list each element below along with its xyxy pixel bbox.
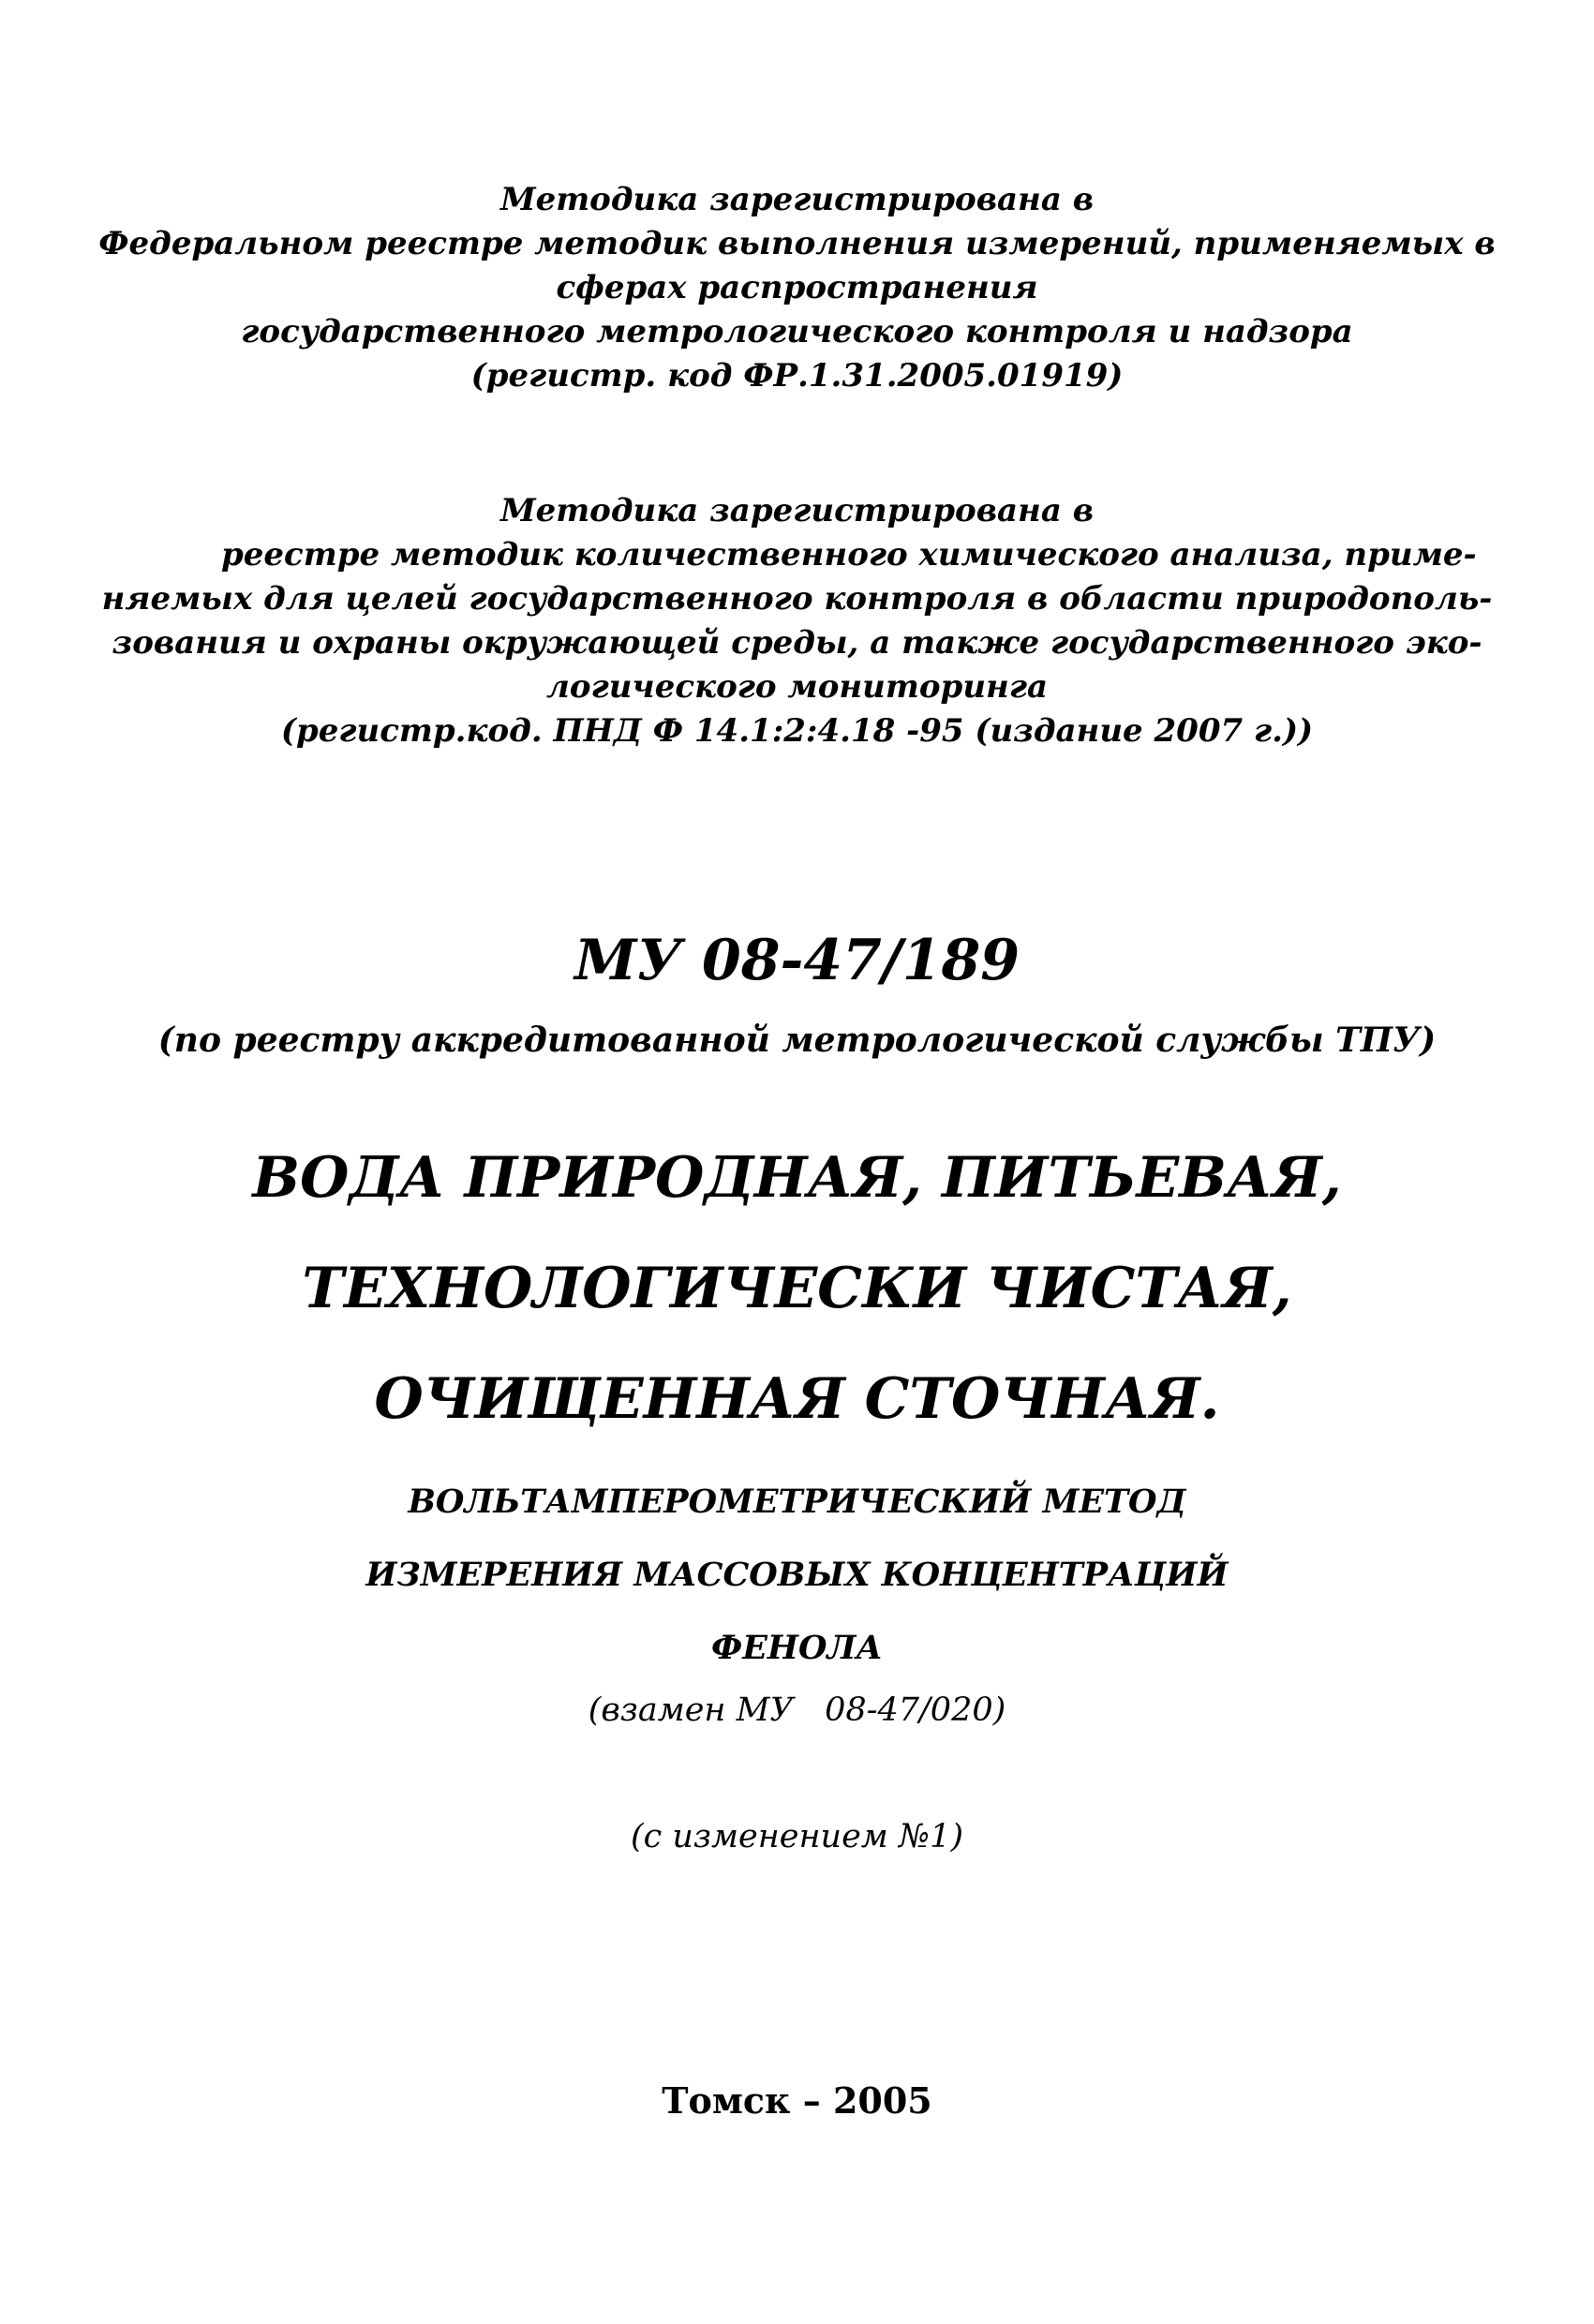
registration-federal-line: государственного метрологического контроля и надзора — [241, 313, 1353, 350]
registration-federal-code: (регистр. код ФР.1.31.2005.01919) — [470, 357, 1124, 395]
document-subtitle — [0, 1466, 1594, 1685]
replaces-note: (взамен МУ 08-47/020) — [588, 1691, 1006, 1729]
document-title-line: ОЧИЩЕННАЯ СТОЧНАЯ. — [374, 1366, 1220, 1432]
document-code: МУ 08-47/189 — [574, 928, 1020, 993]
registration-pnd-line: зования и охраны окружающей среды, а также государственного эко- — [112, 624, 1482, 662]
city-year: Томск – 2005 — [662, 2079, 932, 2122]
registration-pnd-line: реестре методик количественного химического анализа, приме- — [221, 536, 1477, 574]
document-title-line: ТЕХНОЛОГИЧЕСКИ ЧИСТАЯ, — [302, 1256, 1292, 1321]
amendment-note: (с изменением №1) — [630, 1818, 963, 1855]
registry-note: (по реестру аккредитованной метрологической службы ТПУ) — [157, 1020, 1437, 1060]
document-subtitle-line: ВОЛЬТАМПЕРОМЕТРИЧЕСКИЙ МЕТОД — [408, 1482, 1186, 1521]
document-subtitle-line: ФЕНОЛА — [711, 1629, 883, 1667]
document-subtitle-line: ИЗМЕРЕНИЯ МАССОВЫХ КОНЦЕНТРАЦИЙ — [365, 1556, 1229, 1594]
registration-pnd-code: (регистр.код. ПНД Ф 14.1:2:4.18 -95 (издание 2007 г.)) — [280, 712, 1314, 750]
registration-pnd-line: няемых для целей государственного контроля в области природополь- — [101, 580, 1493, 618]
registration-federal-line: Федеральном реестре методик выполнения измерений, применяемых в — [98, 225, 1496, 262]
document-title — [0, 1123, 1594, 1454]
registration-pnd-line: логического мониторинга — [546, 668, 1048, 706]
document-title-line: ВОДА ПРИРОДНАЯ, ПИТЬЕВАЯ, — [252, 1145, 1342, 1211]
registration-pnd-block — [0, 489, 1594, 753]
registration-pnd-line: Методика зарегистрирована в — [499, 492, 1095, 529]
registration-federal-line: сферах распространения — [556, 269, 1038, 306]
registration-federal-block — [0, 178, 1594, 398]
registration-federal-line: Методика зарегистрирована в — [499, 181, 1095, 218]
